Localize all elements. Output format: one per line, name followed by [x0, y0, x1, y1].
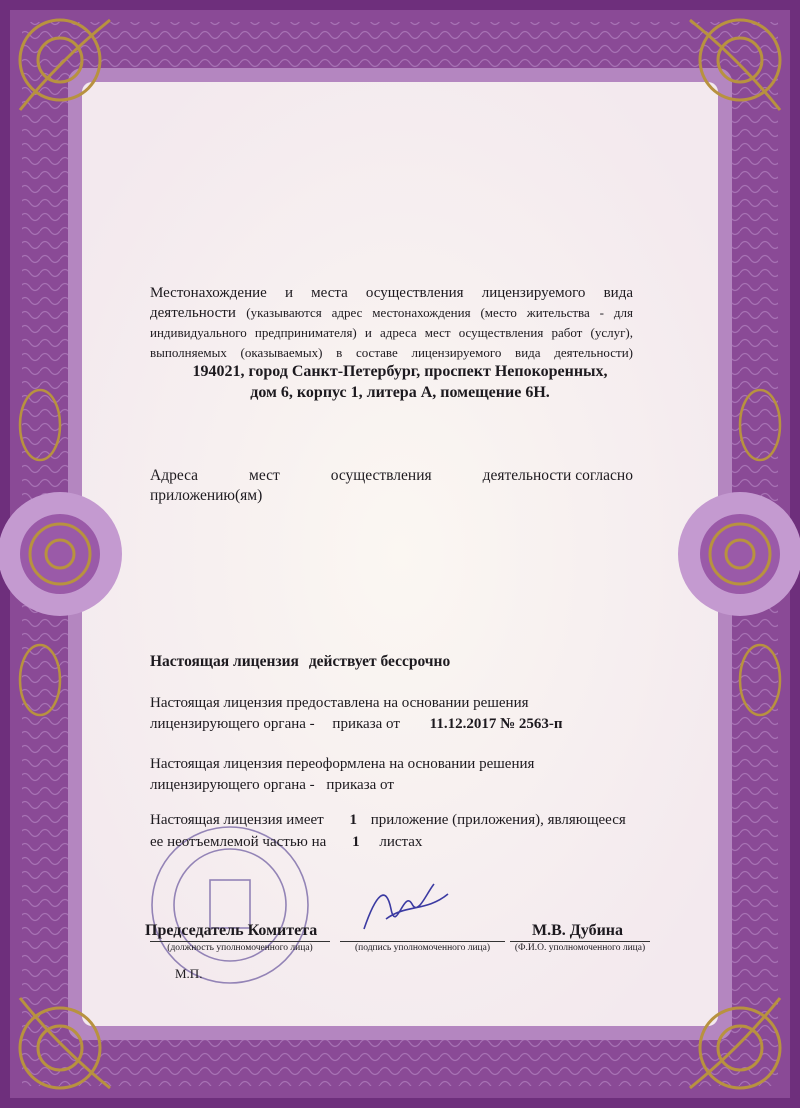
caption-position: (должность уполномоченного лица) — [150, 941, 330, 953]
word-implementation: осуществления — [330, 467, 432, 484]
word-addresses: Адреса — [150, 467, 199, 484]
location-section — [150, 284, 633, 363]
location-note: (указываются адрес местонахождения (место жительства - для индивидуального предпринимателя) и адреса мест осуществления работ (услуг), выполняемых (оказываемых) в составе лицензируемого вида деятельности) — [150, 305, 633, 360]
address-line-2: дом 6, корпус 1, литера А, помещение 6Н. — [250, 384, 550, 401]
appendix-text-b: приложение (приложения), являющееся — [370, 812, 626, 828]
reissued-authority-label: лицензирующего органа - — [150, 777, 315, 793]
granted-order-label: приказа от — [332, 716, 400, 732]
handwritten-signature — [356, 874, 451, 944]
reissued-order-label: приказа от — [326, 777, 394, 793]
signatory-name: М.В. Дубина — [532, 922, 624, 939]
granted-block — [150, 693, 650, 735]
activity-addresses — [150, 466, 633, 506]
appendix-text-a: Настоящая лицензия имеет — [150, 812, 324, 828]
appendix-sheets-unit: листах — [379, 834, 423, 850]
caption-name: (Ф.И.О. уполномоченного лица) — [510, 941, 650, 953]
appendix-line-2 — [150, 831, 660, 853]
address-line-1: 194021, город Санкт-Петербург, проспект Непокоренных, — [192, 363, 608, 380]
side-medallion-left — [0, 492, 122, 616]
appendix-count: 1 — [349, 812, 357, 828]
license-term — [150, 653, 450, 671]
reissued-line-2 — [150, 775, 650, 796]
caption-signature: (подпись уполномоченного лица) — [340, 941, 505, 953]
term-value: действует бессрочно — [308, 653, 451, 670]
activity-addresses-line-1 — [150, 466, 633, 486]
granted-line-2 — [150, 714, 650, 735]
reissued-block — [150, 754, 650, 796]
granted-authority-label: лицензирующего органа - — [150, 716, 315, 732]
appendix-sheets-count: 1 — [352, 834, 360, 850]
signatory-position: Председатель Комитета — [145, 922, 318, 939]
appendix-line-1 — [150, 809, 660, 831]
reissued-line-1: Настоящая лицензия переоформлена на основании решения — [150, 756, 535, 772]
side-medallion-right — [678, 492, 800, 616]
term-label: Настоящая лицензия — [150, 653, 299, 670]
granted-order-value: 11.12.2017 № 2563-п — [429, 716, 563, 732]
word-places: мест — [249, 467, 280, 484]
appendix-sheets-label: ее неотъемлемой частью на — [150, 834, 327, 850]
word-activity-according: деятельности согласно — [482, 467, 633, 484]
granted-line-1: Настоящая лицензия предоставлена на основании решения — [150, 695, 529, 711]
activity-addresses-line-2: приложению(ям) — [150, 487, 263, 504]
stamp-mark: М.П. — [175, 966, 203, 981]
location-heading: Местонахождение и места осуществления лицензируемого вида деятельности — [150, 285, 633, 321]
appendix-block — [150, 809, 660, 853]
address-block — [150, 361, 650, 403]
